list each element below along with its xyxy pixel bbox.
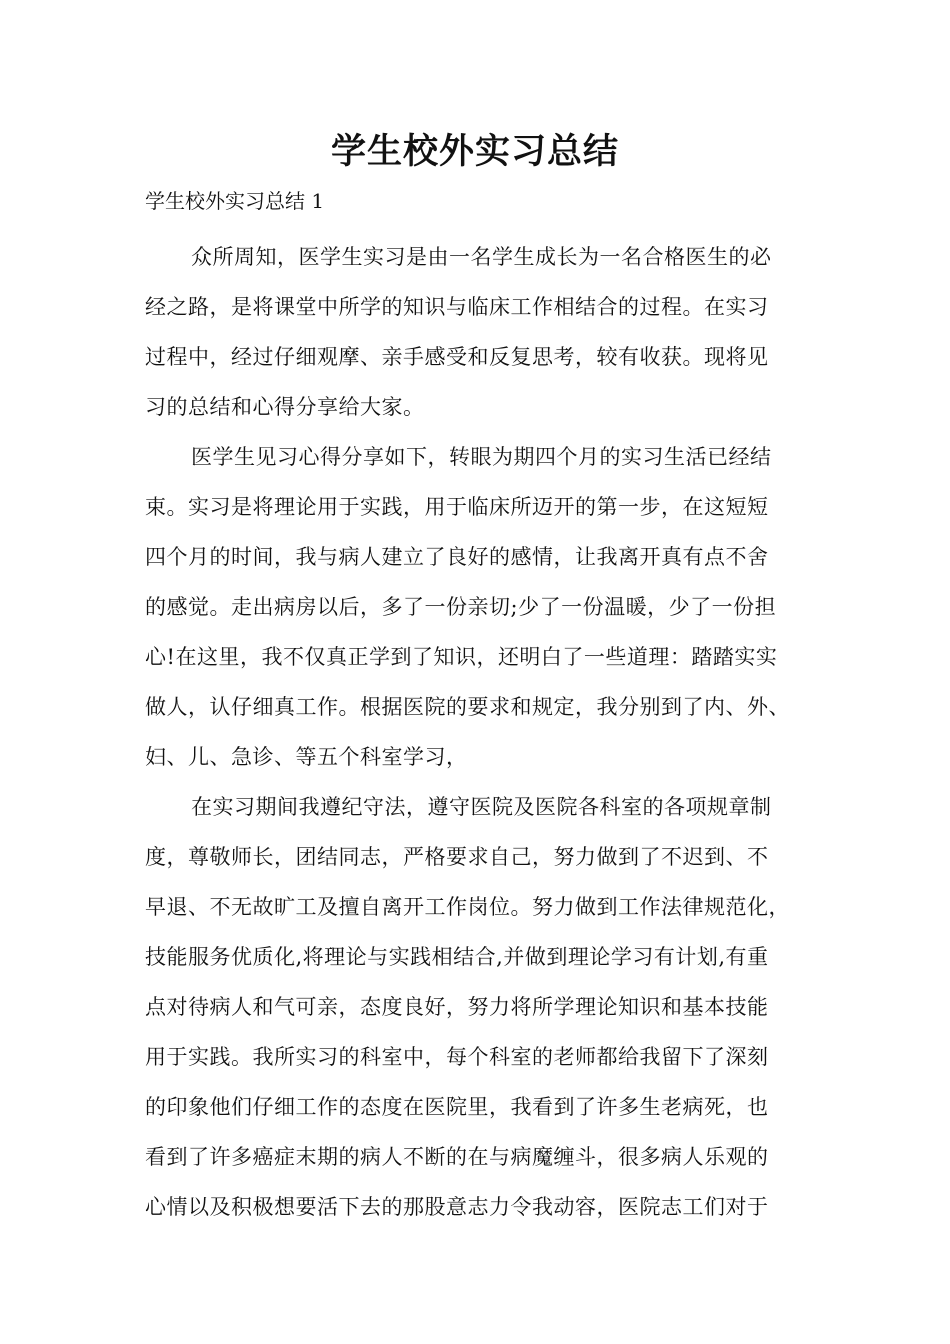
paragraph-line: 点对待病人和气可亲，态度良好，努力将所学理论知识和基本技能 [145, 995, 769, 1019]
paragraph-1 [145, 232, 825, 432]
paragraph-line: 经之路，是将课堂中所学的知识与临床工作相结合的过程。在实习 [145, 295, 769, 319]
paragraph-line: 早退、不无故旷工及擅自离开工作岗位。努力做到工作法律规范化， [145, 895, 790, 919]
document-body [145, 232, 825, 1232]
paragraph-line: 医学生见习心得分享如下，转眼为期四个月的实习生活已经结 [191, 445, 772, 469]
section-heading: 学生校外实习总结 1 [145, 189, 325, 213]
paragraph-line: 妇、儿、急诊、等五个科室学习， [145, 745, 468, 769]
paragraph-3 [145, 782, 825, 1232]
paragraph-line: 众所周知，医学生实习是由一名学生成长为一名合格医生的必 [191, 245, 772, 269]
paragraph-line: 习的总结和心得分享给大家。 [145, 395, 425, 419]
document-title: 学生校外实习总结 [330, 131, 619, 172]
paragraph-line: 在实习期间我遵纪守法，遵守医院及医院各科室的各项规章制 [191, 795, 772, 819]
paragraph-line: 做人，认仔细真工作。根据医院的要求和规定，我分别到了内、外、 [145, 695, 790, 719]
paragraph-line: 四个月的时间，我与病人建立了良好的感情，让我离开真有点不舍 [145, 545, 769, 569]
paragraph-line: 束。实习是将理论用于实践，用于临床所迈开的第一步，在这短短 [145, 495, 769, 519]
paragraph-line: 的印象他们仔细工作的态度在医院里，我看到了许多生老病死，也 [145, 1095, 769, 1119]
paragraph-line: 心情以及积极想要活下去的那股意志力令我动容，医院志工们对于 [145, 1195, 769, 1219]
paragraph-line: 心!在这里，我不仅真正学到了知识，还明白了一些道理：踏踏实实 [145, 645, 778, 669]
paragraph-2 [145, 432, 825, 782]
paragraph-line: 的感觉。走出病房以后，多了一份亲切;少了一份温暖，少了一份担 [145, 595, 777, 619]
paragraph-line: 度，尊敬师长，团结同志，严格要求自己，努力做到了不迟到、不 [145, 845, 769, 869]
paragraph-line: 看到了许多癌症末期的病人不断的在与病魔缠斗，很多病人乐观的 [145, 1145, 769, 1169]
paragraph-line: 技能服务优质化,将理论与实践相结合,并做到理论学习有计划,有重 [145, 945, 769, 969]
paragraph-line: 过程中，经过仔细观摩、亲手感受和反复思考，较有收获。现将见 [145, 345, 769, 369]
paragraph-line: 用于实践。我所实习的科室中，每个科室的老师都给我留下了深刻 [145, 1045, 769, 1069]
